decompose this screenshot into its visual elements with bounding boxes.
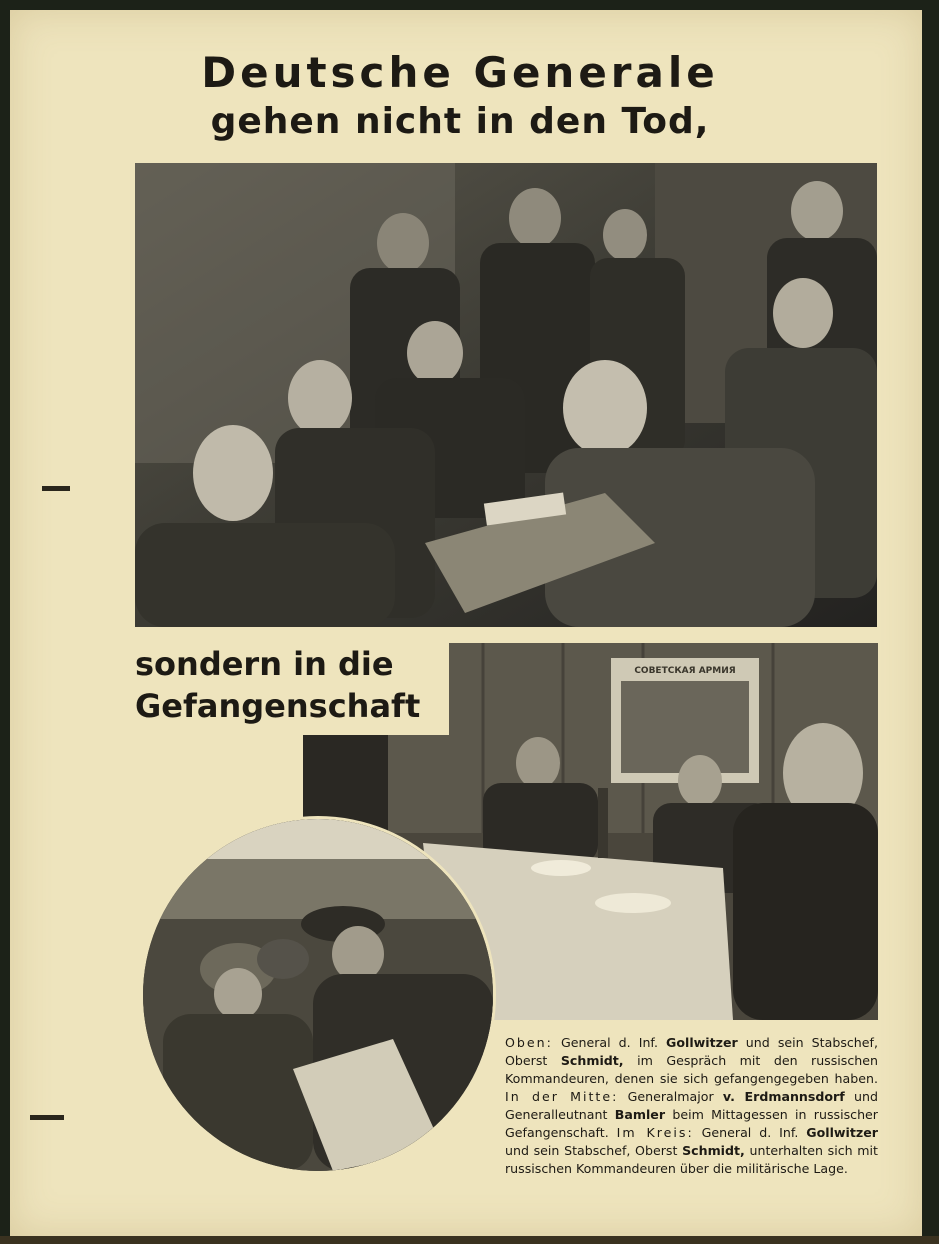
caption-text: General d. Inf. xyxy=(701,1125,799,1140)
scan-edge xyxy=(922,0,939,1244)
caption-text: im Gespräch mit den russischen Kommandeuren, denen sie sich gefangengegeben haben. xyxy=(505,1053,878,1086)
headline-line-1: Deutsche Generale xyxy=(201,48,719,97)
caption-name: Gollwitzer xyxy=(666,1035,738,1050)
caption-label-mitte: In der Mitte: xyxy=(505,1089,619,1104)
caption-name: v. Erdmannsdorf xyxy=(722,1089,845,1104)
caption-text: und Generalleutnant xyxy=(505,1089,878,1122)
caption-label-oben: Oben: xyxy=(505,1035,553,1050)
caption-text: Generalmajor xyxy=(627,1089,714,1104)
scan-mark xyxy=(42,486,70,491)
caption-label-kreis: Im Kreis: xyxy=(616,1125,694,1140)
caption-text: und sein Stabschef, Oberst xyxy=(505,1143,678,1158)
poster-title: СОВЕТСКАЯ АРМИЯ xyxy=(634,666,736,676)
caption-text: beim Mittagessen in russischer Gefangenschaft. xyxy=(505,1107,878,1140)
caption-text: unterhalten sich mit russischen Kommandeuren über die militärische Lage. xyxy=(505,1143,878,1176)
photo-generals-map xyxy=(140,816,496,1174)
caption-name: Gollwitzer xyxy=(806,1125,878,1140)
scan-mark xyxy=(30,1115,64,1120)
caption-name: Schmidt, xyxy=(560,1053,624,1068)
headline-line-2: gehen nicht in den Tod, xyxy=(210,101,710,142)
caption-text: und sein Stabschef, Oberst xyxy=(505,1035,878,1068)
subheadline-line-2: Gefangenschaft xyxy=(135,687,421,725)
caption-name: Schmidt, xyxy=(682,1143,745,1158)
photo-generals-negotiation xyxy=(135,163,877,627)
caption-text: General d. Inf. xyxy=(560,1035,658,1050)
scan-edge-bottom xyxy=(0,1236,939,1244)
photo-caption xyxy=(505,1034,878,1234)
caption-name: Bamler xyxy=(614,1107,666,1122)
subheadline-line-1: sondern in die xyxy=(135,645,394,683)
